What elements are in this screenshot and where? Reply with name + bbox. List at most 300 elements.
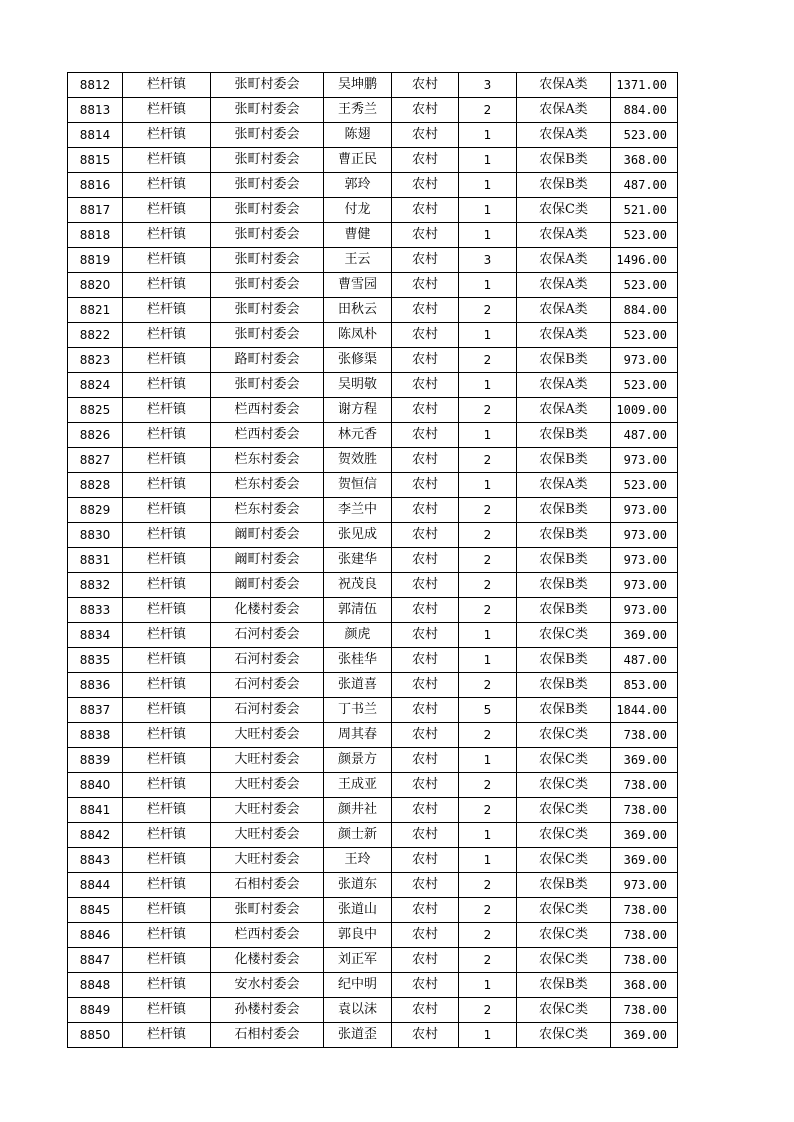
category-cell: 农村	[392, 473, 459, 498]
village-committee-cell: 张町村委会	[211, 373, 324, 398]
row-number-cell: 8826	[68, 423, 123, 448]
household-size-cell: 1	[459, 173, 517, 198]
table-row	[68, 173, 678, 198]
name-cell: 林元香	[324, 423, 392, 448]
household-size-cell: 2	[459, 773, 517, 798]
name-cell: 张桂华	[324, 648, 392, 673]
town-cell: 栏杆镇	[123, 98, 211, 123]
insurance-class-cell: 农保B类	[517, 973, 611, 998]
amount-cell: 369.00	[611, 1023, 678, 1048]
insurance-class-cell: 农保C类	[517, 723, 611, 748]
insurance-class-cell: 农保C类	[517, 748, 611, 773]
name-cell: 曹雪园	[324, 273, 392, 298]
category-cell: 农村	[392, 898, 459, 923]
insurance-class-cell: 农保A类	[517, 98, 611, 123]
insurance-class-cell: 农保B类	[517, 648, 611, 673]
village-committee-cell: 张町村委会	[211, 98, 324, 123]
town-cell: 栏杆镇	[123, 948, 211, 973]
relief-roster-table	[67, 72, 678, 1048]
household-size-cell: 2	[459, 298, 517, 323]
category-cell: 农村	[392, 723, 459, 748]
category-cell: 农村	[392, 298, 459, 323]
name-cell: 周其春	[324, 723, 392, 748]
name-cell: 贺效胜	[324, 448, 392, 473]
town-cell: 栏杆镇	[123, 148, 211, 173]
village-committee-cell: 栏西村委会	[211, 398, 324, 423]
category-cell: 农村	[392, 123, 459, 148]
table-row	[68, 273, 678, 298]
row-number-cell: 8817	[68, 198, 123, 223]
row-number-cell: 8849	[68, 998, 123, 1023]
name-cell: 贺恒信	[324, 473, 392, 498]
insurance-class-cell: 农保B类	[517, 598, 611, 623]
amount-cell: 523.00	[611, 273, 678, 298]
table-row	[68, 148, 678, 173]
name-cell: 王云	[324, 248, 392, 273]
insurance-class-cell: 农保C类	[517, 1023, 611, 1048]
insurance-class-cell: 农保B类	[517, 573, 611, 598]
row-number-cell: 8831	[68, 548, 123, 573]
amount-cell: 973.00	[611, 448, 678, 473]
table-row	[68, 73, 678, 98]
amount-cell: 368.00	[611, 148, 678, 173]
insurance-class-cell: 农保A类	[517, 73, 611, 98]
village-committee-cell: 大旺村委会	[211, 823, 324, 848]
amount-cell: 487.00	[611, 423, 678, 448]
town-cell: 栏杆镇	[123, 998, 211, 1023]
amount-cell: 738.00	[611, 798, 678, 823]
name-cell: 陈凤朴	[324, 323, 392, 348]
household-size-cell: 2	[459, 498, 517, 523]
category-cell: 农村	[392, 823, 459, 848]
amount-cell: 738.00	[611, 773, 678, 798]
row-number-cell: 8841	[68, 798, 123, 823]
village-committee-cell: 张町村委会	[211, 273, 324, 298]
household-size-cell: 1	[459, 748, 517, 773]
amount-cell: 487.00	[611, 173, 678, 198]
village-committee-cell: 大旺村委会	[211, 798, 324, 823]
insurance-class-cell: 农保A类	[517, 473, 611, 498]
category-cell: 农村	[392, 923, 459, 948]
household-size-cell: 1	[459, 848, 517, 873]
row-number-cell: 8827	[68, 448, 123, 473]
table-body	[68, 73, 678, 1048]
category-cell: 农村	[392, 748, 459, 773]
insurance-class-cell: 农保B类	[517, 523, 611, 548]
town-cell: 栏杆镇	[123, 623, 211, 648]
amount-cell: 369.00	[611, 623, 678, 648]
name-cell: 吴明敬	[324, 373, 392, 398]
category-cell: 农村	[392, 848, 459, 873]
insurance-class-cell: 农保B类	[517, 498, 611, 523]
table-row	[68, 923, 678, 948]
insurance-class-cell: 农保C类	[517, 998, 611, 1023]
table-row	[68, 473, 678, 498]
table-row	[68, 948, 678, 973]
table-row	[68, 873, 678, 898]
insurance-class-cell: 农保A类	[517, 123, 611, 148]
table-row	[68, 398, 678, 423]
household-size-cell: 1	[459, 423, 517, 448]
insurance-class-cell: 农保B类	[517, 448, 611, 473]
town-cell: 栏杆镇	[123, 198, 211, 223]
insurance-class-cell: 农保C类	[517, 623, 611, 648]
amount-cell: 884.00	[611, 98, 678, 123]
household-size-cell: 2	[459, 798, 517, 823]
household-size-cell: 2	[459, 398, 517, 423]
row-number-cell: 8836	[68, 673, 123, 698]
insurance-class-cell: 农保A类	[517, 248, 611, 273]
village-committee-cell: 栏东村委会	[211, 473, 324, 498]
town-cell: 栏杆镇	[123, 273, 211, 298]
amount-cell: 738.00	[611, 948, 678, 973]
name-cell: 张道山	[324, 898, 392, 923]
amount-cell: 973.00	[611, 498, 678, 523]
name-cell: 吴坤鹏	[324, 73, 392, 98]
amount-cell: 973.00	[611, 348, 678, 373]
amount-cell: 369.00	[611, 748, 678, 773]
town-cell: 栏杆镇	[123, 773, 211, 798]
insurance-class-cell: 农保B类	[517, 173, 611, 198]
table-row	[68, 698, 678, 723]
village-committee-cell: 张町村委会	[211, 148, 324, 173]
row-number-cell: 8839	[68, 748, 123, 773]
table-row	[68, 523, 678, 548]
name-cell: 颜景方	[324, 748, 392, 773]
village-committee-cell: 安水村委会	[211, 973, 324, 998]
name-cell: 袁以沫	[324, 998, 392, 1023]
name-cell: 颜井社	[324, 798, 392, 823]
town-cell: 栏杆镇	[123, 473, 211, 498]
household-size-cell: 2	[459, 348, 517, 373]
amount-cell: 523.00	[611, 473, 678, 498]
row-number-cell: 8834	[68, 623, 123, 648]
row-number-cell: 8842	[68, 823, 123, 848]
row-number-cell: 8845	[68, 898, 123, 923]
household-size-cell: 2	[459, 723, 517, 748]
amount-cell: 368.00	[611, 973, 678, 998]
category-cell: 农村	[392, 623, 459, 648]
name-cell: 曹正民	[324, 148, 392, 173]
name-cell: 颜士新	[324, 823, 392, 848]
category-cell: 农村	[392, 73, 459, 98]
category-cell: 农村	[392, 598, 459, 623]
amount-cell: 738.00	[611, 898, 678, 923]
village-committee-cell: 路町村委会	[211, 348, 324, 373]
category-cell: 农村	[392, 348, 459, 373]
amount-cell: 369.00	[611, 823, 678, 848]
name-cell: 祝茂良	[324, 573, 392, 598]
name-cell: 陈翅	[324, 123, 392, 148]
insurance-class-cell: 农保C类	[517, 848, 611, 873]
amount-cell: 973.00	[611, 573, 678, 598]
amount-cell: 973.00	[611, 598, 678, 623]
row-number-cell: 8825	[68, 398, 123, 423]
table-row	[68, 448, 678, 473]
village-committee-cell: 石相村委会	[211, 873, 324, 898]
table-row	[68, 848, 678, 873]
category-cell: 农村	[392, 498, 459, 523]
name-cell: 李兰中	[324, 498, 392, 523]
category-cell: 农村	[392, 698, 459, 723]
town-cell: 栏杆镇	[123, 923, 211, 948]
amount-cell: 523.00	[611, 223, 678, 248]
household-size-cell: 1	[459, 198, 517, 223]
town-cell: 栏杆镇	[123, 248, 211, 273]
table-row	[68, 623, 678, 648]
village-committee-cell: 石相村委会	[211, 1023, 324, 1048]
village-committee-cell: 张町村委会	[211, 248, 324, 273]
town-cell: 栏杆镇	[123, 223, 211, 248]
village-committee-cell: 张町村委会	[211, 898, 324, 923]
insurance-class-cell: 农保B类	[517, 698, 611, 723]
category-cell: 农村	[392, 798, 459, 823]
table-row	[68, 823, 678, 848]
name-cell: 张修渠	[324, 348, 392, 373]
village-committee-cell: 大旺村委会	[211, 748, 324, 773]
household-size-cell: 2	[459, 898, 517, 923]
amount-cell: 1496.00	[611, 248, 678, 273]
village-committee-cell: 大旺村委会	[211, 773, 324, 798]
category-cell: 农村	[392, 248, 459, 273]
row-number-cell: 8819	[68, 248, 123, 273]
town-cell: 栏杆镇	[123, 398, 211, 423]
household-size-cell: 2	[459, 523, 517, 548]
insurance-class-cell: 农保A类	[517, 323, 611, 348]
insurance-class-cell: 农保B类	[517, 348, 611, 373]
village-committee-cell: 阚町村委会	[211, 523, 324, 548]
town-cell: 栏杆镇	[123, 598, 211, 623]
row-number-cell: 8816	[68, 173, 123, 198]
category-cell: 农村	[392, 948, 459, 973]
insurance-class-cell: 农保A类	[517, 298, 611, 323]
insurance-class-cell: 农保A类	[517, 373, 611, 398]
name-cell: 丁书兰	[324, 698, 392, 723]
village-committee-cell: 栏西村委会	[211, 423, 324, 448]
table-row	[68, 298, 678, 323]
category-cell: 农村	[392, 448, 459, 473]
amount-cell: 1371.00	[611, 73, 678, 98]
village-committee-cell: 张町村委会	[211, 123, 324, 148]
insurance-class-cell: 农保C类	[517, 198, 611, 223]
town-cell: 栏杆镇	[123, 748, 211, 773]
row-number-cell: 8840	[68, 773, 123, 798]
town-cell: 栏杆镇	[123, 648, 211, 673]
town-cell: 栏杆镇	[123, 498, 211, 523]
row-number-cell: 8818	[68, 223, 123, 248]
row-number-cell: 8815	[68, 148, 123, 173]
table-row	[68, 248, 678, 273]
category-cell: 农村	[392, 273, 459, 298]
town-cell: 栏杆镇	[123, 423, 211, 448]
village-committee-cell: 石河村委会	[211, 673, 324, 698]
name-cell: 张道歪	[324, 1023, 392, 1048]
town-cell: 栏杆镇	[123, 848, 211, 873]
table-row	[68, 373, 678, 398]
category-cell: 农村	[392, 648, 459, 673]
table-row	[68, 748, 678, 773]
row-number-cell: 8843	[68, 848, 123, 873]
village-committee-cell: 栏西村委会	[211, 923, 324, 948]
insurance-class-cell: 农保B类	[517, 148, 611, 173]
household-size-cell: 2	[459, 448, 517, 473]
amount-cell: 1844.00	[611, 698, 678, 723]
town-cell: 栏杆镇	[123, 573, 211, 598]
name-cell: 郭清伍	[324, 598, 392, 623]
category-cell: 农村	[392, 873, 459, 898]
town-cell: 栏杆镇	[123, 673, 211, 698]
household-size-cell: 1	[459, 148, 517, 173]
category-cell: 农村	[392, 423, 459, 448]
village-committee-cell: 大旺村委会	[211, 848, 324, 873]
amount-cell: 521.00	[611, 198, 678, 223]
amount-cell: 973.00	[611, 548, 678, 573]
village-committee-cell: 张町村委会	[211, 73, 324, 98]
amount-cell: 523.00	[611, 123, 678, 148]
village-committee-cell: 大旺村委会	[211, 723, 324, 748]
row-number-cell: 8814	[68, 123, 123, 148]
table-row	[68, 598, 678, 623]
table-row	[68, 648, 678, 673]
name-cell: 曹健	[324, 223, 392, 248]
category-cell: 农村	[392, 148, 459, 173]
name-cell: 付龙	[324, 198, 392, 223]
town-cell: 栏杆镇	[123, 173, 211, 198]
row-number-cell: 8829	[68, 498, 123, 523]
household-size-cell: 5	[459, 698, 517, 723]
category-cell: 农村	[392, 98, 459, 123]
name-cell: 颜虎	[324, 623, 392, 648]
town-cell: 栏杆镇	[123, 973, 211, 998]
category-cell: 农村	[392, 398, 459, 423]
row-number-cell: 8833	[68, 598, 123, 623]
name-cell: 张道喜	[324, 673, 392, 698]
table-row	[68, 498, 678, 523]
village-committee-cell: 化楼村委会	[211, 598, 324, 623]
insurance-class-cell: 农保A类	[517, 398, 611, 423]
amount-cell: 884.00	[611, 298, 678, 323]
insurance-class-cell: 农保C类	[517, 798, 611, 823]
category-cell: 农村	[392, 1023, 459, 1048]
household-size-cell: 1	[459, 123, 517, 148]
amount-cell: 973.00	[611, 523, 678, 548]
household-size-cell: 2	[459, 948, 517, 973]
name-cell: 王成亚	[324, 773, 392, 798]
household-size-cell: 2	[459, 673, 517, 698]
table-row	[68, 123, 678, 148]
town-cell: 栏杆镇	[123, 123, 211, 148]
household-size-cell: 3	[459, 248, 517, 273]
row-number-cell: 8821	[68, 298, 123, 323]
household-size-cell: 2	[459, 548, 517, 573]
name-cell: 张见成	[324, 523, 392, 548]
village-committee-cell: 化楼村委会	[211, 948, 324, 973]
amount-cell: 487.00	[611, 648, 678, 673]
table-row	[68, 973, 678, 998]
table-row	[68, 348, 678, 373]
amount-cell: 1009.00	[611, 398, 678, 423]
category-cell: 农村	[392, 523, 459, 548]
village-committee-cell: 张町村委会	[211, 298, 324, 323]
village-committee-cell: 张町村委会	[211, 223, 324, 248]
row-number-cell: 8812	[68, 73, 123, 98]
table-row	[68, 898, 678, 923]
town-cell: 栏杆镇	[123, 298, 211, 323]
category-cell: 农村	[392, 573, 459, 598]
household-size-cell: 2	[459, 598, 517, 623]
village-committee-cell: 栏东村委会	[211, 498, 324, 523]
insurance-class-cell: 农保B类	[517, 673, 611, 698]
table-row	[68, 573, 678, 598]
name-cell: 郭玲	[324, 173, 392, 198]
row-number-cell: 8828	[68, 473, 123, 498]
table-row	[68, 798, 678, 823]
village-committee-cell: 张町村委会	[211, 198, 324, 223]
town-cell: 栏杆镇	[123, 1023, 211, 1048]
table-row	[68, 223, 678, 248]
table-row	[68, 773, 678, 798]
town-cell: 栏杆镇	[123, 873, 211, 898]
table-row	[68, 548, 678, 573]
household-size-cell: 1	[459, 623, 517, 648]
table-row	[68, 723, 678, 748]
household-size-cell: 1	[459, 823, 517, 848]
amount-cell: 738.00	[611, 723, 678, 748]
amount-cell: 523.00	[611, 373, 678, 398]
town-cell: 栏杆镇	[123, 323, 211, 348]
row-number-cell: 8846	[68, 923, 123, 948]
household-size-cell: 3	[459, 73, 517, 98]
village-committee-cell: 石河村委会	[211, 623, 324, 648]
category-cell: 农村	[392, 373, 459, 398]
insurance-class-cell: 农保C类	[517, 773, 611, 798]
town-cell: 栏杆镇	[123, 523, 211, 548]
village-committee-cell: 栏东村委会	[211, 448, 324, 473]
table-row	[68, 423, 678, 448]
amount-cell: 738.00	[611, 998, 678, 1023]
village-committee-cell: 阚町村委会	[211, 573, 324, 598]
amount-cell: 369.00	[611, 848, 678, 873]
category-cell: 农村	[392, 548, 459, 573]
village-committee-cell: 张町村委会	[211, 323, 324, 348]
town-cell: 栏杆镇	[123, 798, 211, 823]
name-cell: 王玲	[324, 848, 392, 873]
row-number-cell: 8832	[68, 573, 123, 598]
row-number-cell: 8850	[68, 1023, 123, 1048]
category-cell: 农村	[392, 673, 459, 698]
table-row	[68, 673, 678, 698]
category-cell: 农村	[392, 998, 459, 1023]
amount-cell: 853.00	[611, 673, 678, 698]
household-size-cell: 2	[459, 573, 517, 598]
household-size-cell: 1	[459, 648, 517, 673]
household-size-cell: 2	[459, 873, 517, 898]
town-cell: 栏杆镇	[123, 448, 211, 473]
table-row	[68, 1023, 678, 1048]
insurance-class-cell: 农保B类	[517, 423, 611, 448]
town-cell: 栏杆镇	[123, 73, 211, 98]
row-number-cell: 8813	[68, 98, 123, 123]
name-cell: 纪中明	[324, 973, 392, 998]
row-number-cell: 8835	[68, 648, 123, 673]
category-cell: 农村	[392, 323, 459, 348]
village-committee-cell: 阚町村委会	[211, 548, 324, 573]
village-committee-cell: 张町村委会	[211, 173, 324, 198]
household-size-cell: 1	[459, 1023, 517, 1048]
name-cell: 刘正军	[324, 948, 392, 973]
name-cell: 张建华	[324, 548, 392, 573]
name-cell: 郭良中	[324, 923, 392, 948]
